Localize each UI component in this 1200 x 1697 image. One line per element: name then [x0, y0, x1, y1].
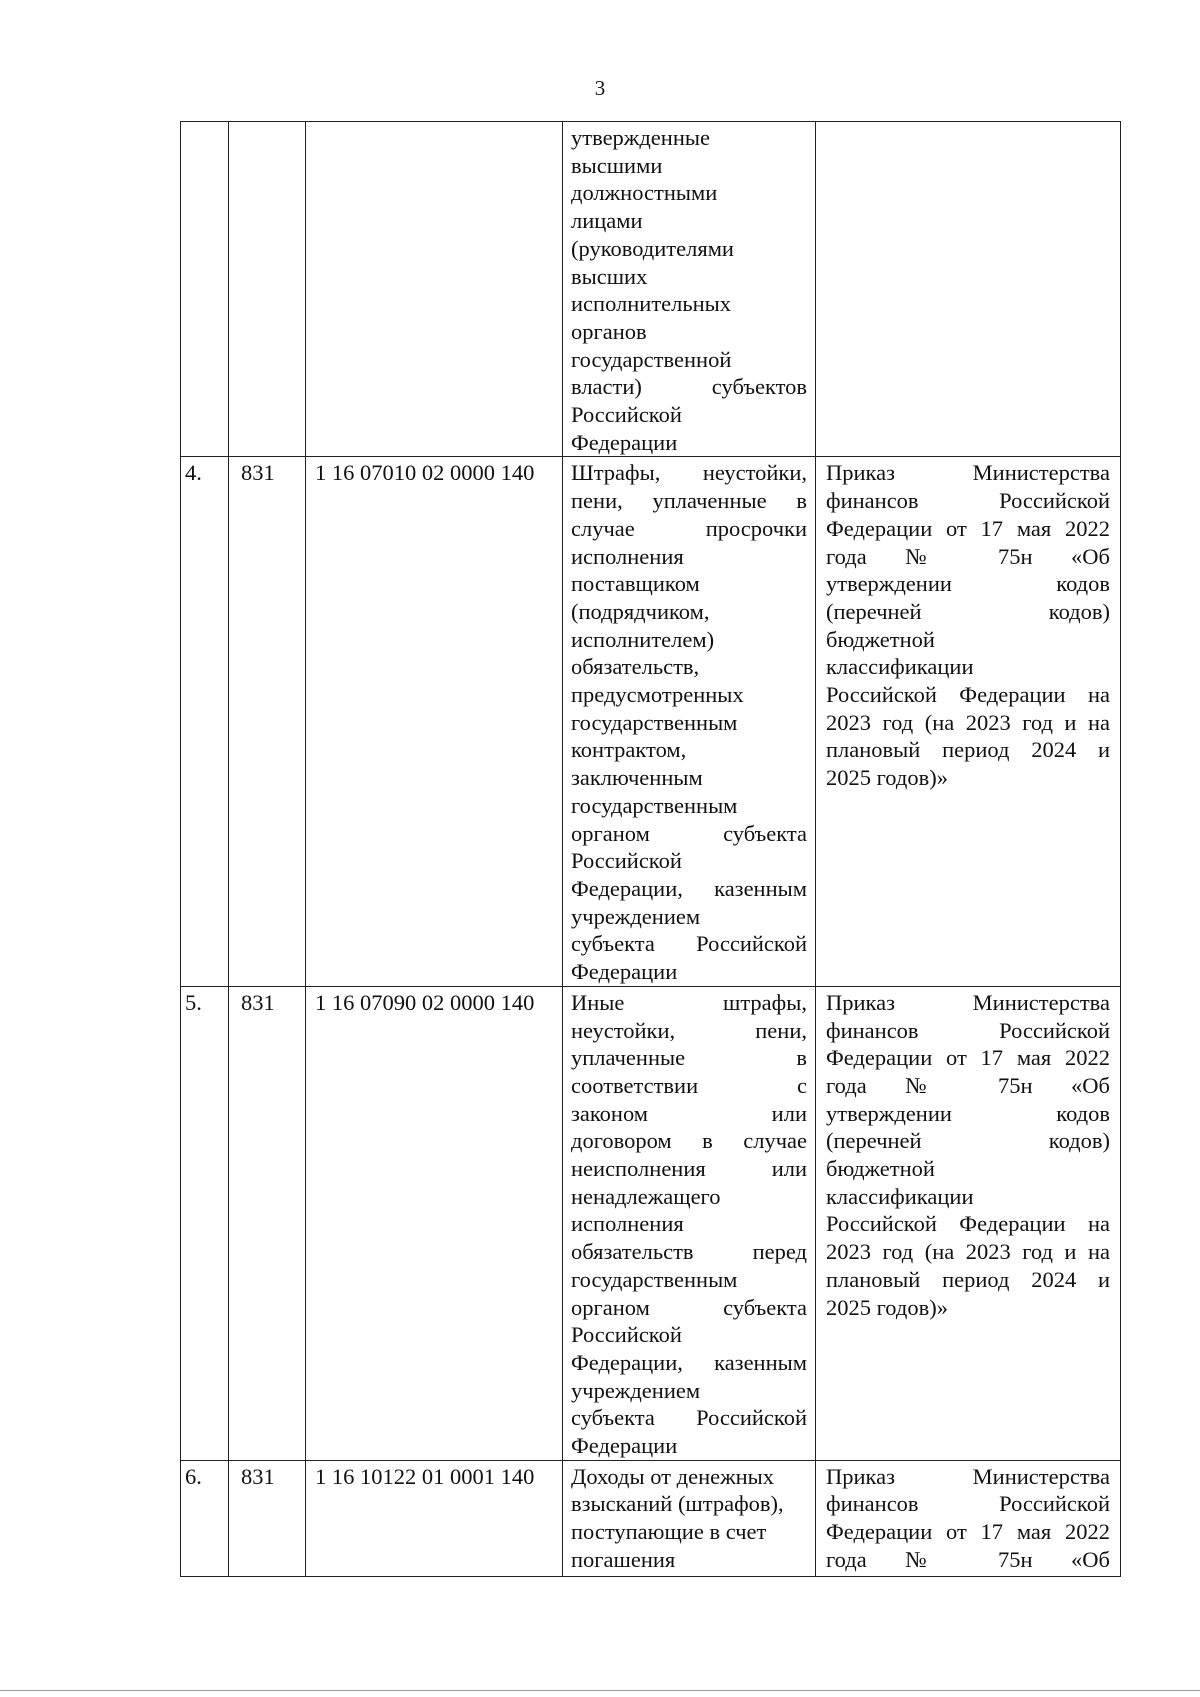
cell-text-line: Российской	[571, 402, 682, 428]
legal-basis-cell	[816, 457, 1121, 986]
cell-text-line: исполнения	[571, 543, 684, 569]
cell-text-line: Российской Федерации на	[826, 682, 1110, 708]
cell-text-line: Штрафы, неустойки,	[571, 460, 807, 486]
cell-text-line: утвержденные	[571, 125, 710, 150]
row-number-cell	[181, 122, 229, 457]
cell-text-line: исполнения	[571, 1211, 684, 1237]
admin-code-cell: 831	[229, 986, 306, 1460]
cell-text-line: (подрядчиком,	[571, 598, 710, 624]
cell-text-line: (руководителями	[571, 235, 734, 261]
legal-basis-cell	[816, 122, 1121, 457]
cell-text-line: 2023 год (на 2023 год и на	[826, 709, 1110, 735]
cell-text-line: ненадлежащего	[571, 1183, 721, 1209]
row-number-cell: 5.	[181, 986, 229, 1460]
cell-text-line: исполнительных	[571, 291, 732, 317]
cell-text-line: (перечней кодов)	[826, 1128, 1110, 1154]
cell-text-line: Федерации	[571, 959, 678, 985]
cell-text-line: предусмотренных	[571, 682, 744, 708]
cell-text-line: высших	[571, 263, 648, 289]
cell-text-line: субъекта Российской	[571, 1405, 807, 1431]
cell-text-line: 2023 год (на 2023 год и на	[826, 1239, 1110, 1265]
row-number-cell: 6.	[181, 1460, 229, 1576]
cell-text-line: поступающие в счет	[571, 1519, 767, 1545]
cell-text-line: неустойки, пени,	[571, 1017, 807, 1043]
cell-text-line: (перечней кодов)	[826, 598, 1110, 624]
cell-text-line: Федерации от 17 мая 2022	[826, 515, 1110, 541]
cell-text-line: 2025 годов)»	[826, 1294, 948, 1320]
cell-text-line: власти) субъектов	[571, 374, 807, 400]
row-number-cell: 4.	[181, 457, 229, 986]
cell-text-line: органов	[571, 318, 647, 344]
cell-text-line: субъекта Российской	[571, 931, 807, 957]
cell-text-line: 2025 годов)»	[826, 765, 948, 791]
revenue-description-cell	[563, 457, 816, 986]
cell-text-line: государственным	[571, 709, 738, 735]
legal-basis-cell	[816, 986, 1121, 1460]
cell-text-line: года № 75н «Об	[826, 1072, 1110, 1098]
cell-text-line: органом субъекта	[571, 1294, 807, 1320]
table-row	[181, 986, 1121, 1460]
cell-text-line: Приказ Министерства	[826, 989, 1110, 1015]
cell-text-line: государственным	[571, 792, 738, 818]
revenue-description-cell	[563, 986, 816, 1460]
cell-text-line: бюджетной	[826, 626, 935, 652]
cell-text-line: Доходы от денежных	[571, 1463, 775, 1489]
cell-text-line: договором в случае	[571, 1128, 807, 1154]
budget-class-code-cell: 1 16 07090 02 0000 140	[306, 986, 563, 1460]
table-row	[181, 122, 1121, 457]
table-row	[181, 1460, 1121, 1576]
cell-text-line: соответствии с	[571, 1072, 807, 1098]
cell-text-line: Российской Федерации на	[826, 1211, 1110, 1237]
cell-text-line: классификации	[826, 1183, 974, 1209]
cell-text-line: лицами	[571, 208, 643, 234]
revenue-description-cell	[563, 122, 816, 457]
admin-code-cell: 831	[229, 1460, 306, 1576]
cell-text-line: Российской	[571, 1322, 682, 1348]
cell-text-line: государственным	[571, 1266, 738, 1292]
cell-text-line: плановый период 2024 и	[826, 737, 1110, 763]
cell-text-line: погашения	[571, 1546, 676, 1572]
table-body	[181, 122, 1121, 1577]
cell-text-line: заключенным	[571, 765, 703, 791]
revenue-description-cell	[563, 1460, 816, 1576]
cell-text-line: Федерации, казенным	[571, 875, 807, 901]
cell-text-line: учреждением	[571, 1377, 701, 1403]
cell-text-line: Иные штрафы,	[571, 989, 807, 1015]
cell-text-line: Федерации от 17 мая 2022	[826, 1045, 1110, 1071]
cell-text-line: пени, уплаченные в	[571, 488, 807, 514]
cell-text-line: государственной	[571, 346, 732, 372]
cell-text-line: года № 75н «Об	[826, 543, 1110, 569]
cell-text-line: органом субъекта	[571, 820, 807, 846]
cell-text-line: законом или	[571, 1100, 807, 1126]
cell-text-line: Федерации	[571, 1433, 678, 1459]
cell-text-line: должностными	[571, 180, 718, 206]
admin-code-cell	[229, 122, 306, 457]
cell-text-line: финансов Российской	[826, 1491, 1110, 1517]
table-row	[181, 457, 1121, 986]
cell-text-line: утверждении кодов	[826, 571, 1110, 597]
cell-text-line: высшими	[571, 152, 663, 178]
budget-class-code-cell: 1 16 07010 02 0000 140	[306, 457, 563, 986]
cell-text-line: года № 75н «Об	[826, 1546, 1110, 1572]
cell-text-line: случае просрочки	[571, 515, 807, 541]
cell-text-line: уплаченные в	[571, 1045, 807, 1071]
cell-text-line: классификации	[826, 654, 974, 680]
budget-codes-table	[180, 121, 1121, 1577]
admin-code-cell: 831	[229, 457, 306, 986]
cell-text-line: Федерации	[571, 429, 678, 455]
page-number: 3	[594, 76, 606, 100]
cell-text-line: финансов Российской	[826, 488, 1110, 514]
cell-text-line: обязательств перед	[571, 1239, 807, 1265]
cell-text-line: неисполнения или	[571, 1156, 807, 1182]
cell-text-line: учреждением	[571, 903, 701, 929]
cell-text-line: плановый период 2024 и	[826, 1266, 1110, 1292]
cell-text-line: обязательств,	[571, 654, 700, 680]
budget-class-code-cell: 1 16 10122 01 0001 140	[306, 1460, 563, 1576]
cell-text-line: Федерации, казенным	[571, 1349, 807, 1375]
cell-text-line: утверждении кодов	[826, 1100, 1110, 1126]
cell-text-line: финансов Российской	[826, 1017, 1110, 1043]
cell-text-line: исполнителем)	[571, 626, 715, 652]
budget-class-code-cell	[306, 122, 563, 457]
cell-text-line: поставщиком	[571, 571, 700, 597]
cell-text-line: взысканий (штрафов),	[571, 1491, 784, 1517]
cell-text-line: Федерации от 17 мая 2022	[826, 1519, 1110, 1545]
cell-text-line: Приказ Министерства	[826, 460, 1110, 486]
legal-basis-cell	[816, 1460, 1121, 1576]
cell-text-line: контрактом,	[571, 737, 687, 763]
cell-text-line: бюджетной	[826, 1156, 935, 1182]
cell-text-line: Приказ Министерства	[826, 1463, 1110, 1489]
cell-text-line: Российской	[571, 848, 682, 874]
scan-edge-line	[0, 1690, 1200, 1691]
